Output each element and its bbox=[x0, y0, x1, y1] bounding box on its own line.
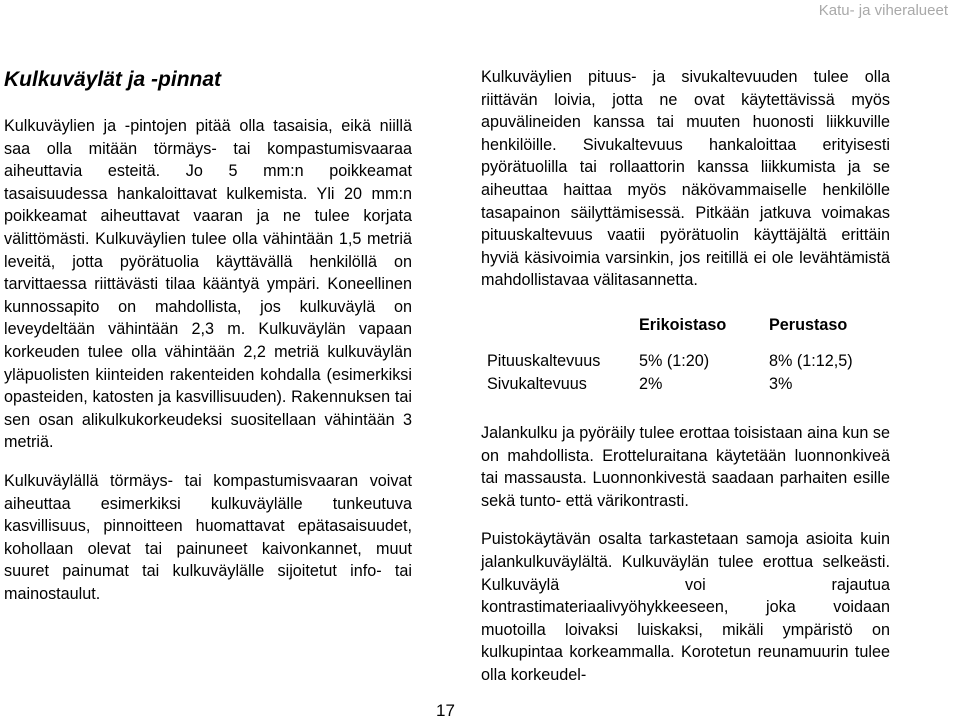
section-title: Kulkuväylät ja -pinnat bbox=[4, 68, 222, 91]
table-cell: 3% bbox=[769, 374, 793, 393]
table-row bbox=[487, 373, 889, 396]
table-cell: Sivukaltevuus bbox=[487, 374, 587, 393]
table-header-cell: Erikoistaso bbox=[639, 316, 727, 335]
paragraph: Puistokäytävän osalta tarkastetaan samoja asioita kuin jalankulkuväylältä. Kulkuväylän tulee erottua selkeästi. Kulkuväylä voi rajautua kontrastimateriaalivyöhykkeeseen, joka voidaan muotoilla loivaksi luiskaksi, mikäli ympäristö on kulkupintaa korkeammalla. Korotetun reunamuurin tulee olla korkeudel- bbox=[481, 530, 890, 684]
paragraph: Kulkuväylien pituus- ja sivukaltevuuden tulee olla riittävän loivia, jotta ne ovat käytettävissä myös apuvälineiden kanssa tai muuten huonosti liikkuville henkilöille. Sivukaltevuus hankaloittaa erityisesti pyörätuolilla tai rollaattorin kanssa liikkumista ja se aiheuttaa haittaa myös näkövammaiselle henkilölle tasapainon säilyttämisessä. Pitkään jatkuva voimakas pituuskaltevuus vaatii pyörätuolin käyttäjältä erittäin hyviä käsivoimia varsinkin, jos reitillä ei ole levähtämistä mahdollistavaa välitasannetta. bbox=[481, 68, 890, 290]
table-cell: 5% (1:20) bbox=[639, 351, 710, 370]
paragraph: Kulkuväylällä törmäys- tai kompastumisvaaran voivat aiheuttaa esimerkiksi kulkuväylälle tunkeutuva kasvillisuus, pinnoitteen huomattavat epätasaisuudet, kohollaan olevat tai painuneet kaivonkannet, muut suuret painumat tai kulkuväylälle sijoitetut info- tai mainostaulut. bbox=[4, 471, 412, 603]
page-number: 17 bbox=[436, 701, 455, 720]
table-row bbox=[487, 350, 889, 373]
paragraph: Kulkuväylien ja -pintojen pitää olla tasaisia, eikä niillä saa olla mitään törmäys- tai kompastumisvaaraa aiheuttavia esteitä. Jo 5 mm:n poikkeamat tasaisuudessa hankaloittavat kulkemista. Yli 20 mm:n poikkeamat aiheuttavat vaaran ja ne tulee korjata välittömästi. Kulkuväylien tulee olla vähintään 1,5 metriä leveitä, jotta pyörätuolia käyttävällä henkilöllä on tarvittaessa riittävästi tilaa kääntyä ympäri. Koneellinen kunnossapito on mahdollista, jos kulkuväylä on leveydeltään vähintään 2,3 m. Kulkuväylän vapaan korkeuden tulee olla vähintään 2,2 metriä kulkuväylän yläpuolisten kiinteiden rakenteiden kohdalla (esimerkiksi opasteiden, katosten ja kasvillisuuden). Rakennuksen tai sen osan alikulkukorkeudeksi suositellaan vähintään 3 metriä. bbox=[4, 117, 412, 452]
table-header-row bbox=[487, 315, 889, 350]
table-header-cell bbox=[487, 315, 639, 350]
right-column bbox=[481, 66, 890, 686]
paragraph: Jalankulku ja pyöräily tulee erottaa toisistaan aina kun se on mahdollista. Erotteluraitana käytetään luonnonkiveä tai massausta. Luonnonkivestä saadaan parhaiten esille sekä tunto- että värikontrasti. bbox=[481, 423, 890, 510]
table-cell: 8% (1:12,5) bbox=[769, 351, 853, 370]
running-header: Katu- ja viheralueet bbox=[818, 2, 948, 19]
table-header-cell: Perustaso bbox=[769, 316, 848, 335]
slope-table bbox=[487, 315, 889, 396]
table-cell: 2% bbox=[639, 374, 663, 393]
left-column bbox=[4, 66, 412, 605]
table-cell: Pituuskaltevuus bbox=[487, 351, 601, 370]
